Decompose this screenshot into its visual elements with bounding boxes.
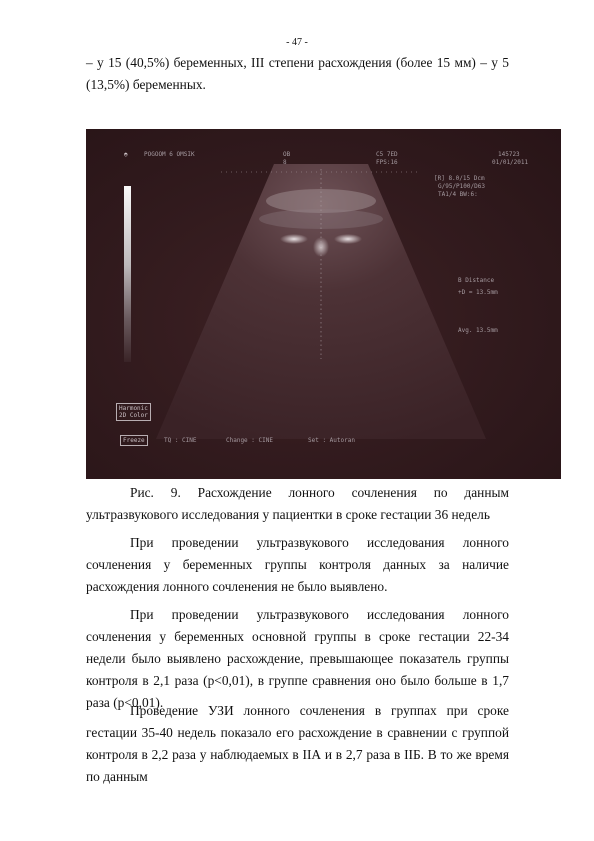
set-label: Set : Autoran [308,437,355,444]
ultrasound-scan [86,129,561,479]
ultrasound-fps: FPS:16 [376,159,398,166]
ultrasound-params-2: G/95/P100/D63 [438,183,485,190]
harmonic-line-2: 2D Color [119,412,148,419]
harmonic-line-1: Harmonic [119,405,148,412]
distance-value: +D = 13.5mm [458,289,498,296]
ultrasound-params-1: [R] 8.0/15 Dcm [434,175,485,182]
ultrasound-date: 01/01/2011 [492,159,529,166]
ultrasound-mode: OB [283,151,291,158]
average-value: Avg. 13.5mm [458,327,498,334]
ultrasound-brand: POGOOM 6 OMSIK [144,151,195,158]
tq-label: TQ : CINE [164,437,197,444]
paragraph-top: – у 15 (40,5%) беременных, III степени расхождения (более 15 мм) – у 5 (13,5%) беременных. [86,55,509,92]
ultrasound-image [86,129,561,479]
brand-icon: ◓ [124,151,128,158]
pubic-bone-left [280,234,308,244]
paragraph-2: При проведении ультразвукового исследования лонного сочленения у беременных группы контроля данных за наличие расхождения лонного сочленения не было выявлено. [86,535,509,594]
page-number: - 47 - [286,37,308,48]
grayscale-bar [124,186,131,362]
change-label: Change : CINE [226,437,273,444]
paragraph-4: Проведение УЗИ лонного сочленения в группах при сроке гестации 35-40 недель показало его расхождение в сравнении с группой контроля в 2,2 раза у наблюдаемых в IIА и в 2,7 раза в IIБ. В то же время по данным [86,703,509,784]
distance-label: B Distance [458,277,495,284]
figure-caption: Рис. 9. Расхождение лонного сочленения по данным ультразвукового исследования у пациентки в сроке гестации 36 недель [86,485,509,522]
ultrasound-probe: C5 7ED [376,151,398,158]
freeze-button: Freeze [120,435,148,446]
harmonic-badge [116,403,151,421]
ultrasound-params-3: TA1/4 BW:6: [438,191,478,198]
ultrasound-mode-2: 8 [283,159,287,166]
paragraph-3: При проведении ультразвукового исследования лонного сочленения у беременных основной группы в сроке гестации 22-34 недели было выявлено расхождение, превышающее показатель группы контроля в 2,1 раза (р<0,01), в группе сравнения оно было больше в 1,7 раза (р<0,01). [86,607,509,710]
pubic-bone-right [334,234,362,244]
ultrasound-id: 145723 [498,151,520,158]
